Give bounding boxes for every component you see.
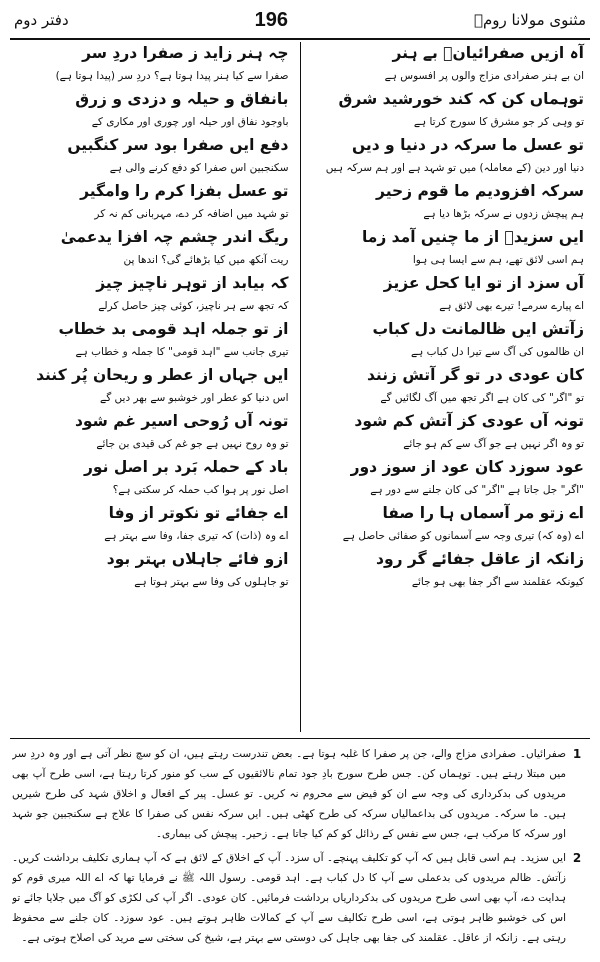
- verse-translation: ہم اسی لائق تھے، ہم سے ایسا ہی ہوا: [412, 254, 584, 266]
- footnote-rule: [10, 738, 590, 739]
- footnote-text: صفرائیاں۔ صفرادی مزاج والے، جن پر صفرا کا غلبہ ہوتا ہے۔ بعض تندرست رہتے ہیں، ان کو سچ نظر آتی ہے اور وہ دردِ سر میں مبتلا رہتے ہیں۔ توہماں کن۔ جس طرح سورج بادِ جود تمام نالائقیوں کے سب کو منور کرتا رہتا ہے، اسی طرح آپ بھی مریدوں کی بدکرداری کی وجہ سے ان کو فیض سے محروم نہ کریں۔ تو عسل۔ پیر کے افعال و اخلاق شہد کی طرح شیریں ہیں۔ ما سرکہ۔ مریدوں کی بداعمالیاں سرکہ کی طرح کھٹی ہیں۔ ایں سرکہ نفس کی صفرا کا علاج ہے سکنجبین جو شہد اور سرکہ کا مرکب ہے، جس سے نفس کے رذائل کو کم کیا جاتا ہے۔ زحیر۔ پیچش کی بیماری۔: [12, 748, 566, 840]
- verse-line: باد کے حملہ بَرد بر اصل نور: [83, 458, 289, 476]
- couplet: [10, 364, 295, 410]
- couplet: [306, 318, 591, 364]
- verse-line: تو عسل بفزا کرم را وامگیر: [80, 182, 289, 200]
- verse-translation: اے وہ (ذات) کہ تیری جفا، وفا سے بہتر ہے: [104, 530, 289, 542]
- verse-line: ازو فائے جاہلاں بہتر بود: [106, 550, 289, 568]
- couplet: [306, 134, 591, 180]
- verse-translation: تو شہد میں اضافہ کر دے، مہربانی کم نہ کر: [94, 208, 289, 220]
- verse-line: تو عسل ما سرکہ در دنیا و دیں: [351, 136, 584, 154]
- verse-translation: سکنجبین اس صفرا کو دفع کرنے والی ہے: [109, 162, 289, 174]
- column-divider: [300, 42, 301, 732]
- verse-line: زآتش ایں ظالمانت دل کباب: [372, 320, 584, 338]
- verse-line: دفع ایں صفرا بود سر کنگبیں: [67, 136, 289, 154]
- page-number: 196: [254, 8, 289, 31]
- verse-translation: دنیا اور دین (کے معاملہ) میں تو شہد ہے اور ہم سرکہ ہیں: [325, 162, 584, 174]
- verse-line: بانفاق و حیلہ و دزدی و زرق: [75, 90, 289, 108]
- verse-translation: اس دنیا کو عطر اور خوشبو سے بھر دیں گے: [100, 392, 289, 404]
- verse-columns: [10, 42, 590, 732]
- verse-translation: تو وہ اگر نہیں ہے جو آگ سے کم ہو جائے: [403, 438, 584, 450]
- verse-translation: اے (وہ کہ) تیری وجہ سے آسمانوں کو صفائی حاصل ہے: [342, 530, 584, 542]
- footnote-text: ایں سزید۔ ہم اسی قابل ہیں کہ آپ کو تکلیف پہنچے۔ آں سزد۔ آپ کے اخلاق کے لائق ہے کہ آپ ہماری تکلیف برداشت کریں۔ زآتش۔ ظالم مریدوں کی بدعملی سے آپ کا دل کباب ہے۔ اہد قومی۔ رسول اللہ ﷺ نے فرمایا تھا کہ اے اللہ میری قوم کو ہدایت دے، آپ بھی اسی طرح مریدوں کی بدکرداریاں برداشت فرمائیں۔ کان عودی۔ اگر آپ کی لکڑی کو آگ میں جلایا جائے تو اس کی خوشبو ظاہر ہوتی ہے، اسی طرح تکالیف سے آپ کے کمالات ظاہر ہوتے ہیں۔ عود سوزد۔ کان جلنے سے محفوظ رہتی ہے۔ زانکہ از عاقل۔ عقلمند کی جفا بھی جاہل کی دوستی سے بہتر ہے، شیخ کی سختی سے مرید کی اصلاح ہوتی ہے۔: [12, 852, 566, 944]
- verse-line: عود سوزد کان عود از سوز دور: [350, 458, 584, 476]
- page-header: [14, 6, 586, 34]
- verse-line: سرکہ افزودیم ما قوم زحیر: [376, 182, 584, 200]
- verse-translation: تو وہی کر جو مشرق کا سورج کرتا ہے: [413, 116, 584, 128]
- footnotes: [12, 744, 588, 956]
- verse-translation: تو وہ روح نہیں ہے جو غم کی قیدی بن جائے: [96, 438, 289, 450]
- verse-translation: صفرا سے کیا ہنر پیدا ہوتا ہے؟ دردِ سر (پیدا ہوتا ہے): [55, 70, 289, 82]
- verse-translation: ریت آنکھ میں کیا بڑھائے گی؟ اندھا پن: [123, 254, 289, 266]
- couplet: [10, 42, 295, 88]
- verse-line: اے جفائے تو نکوتر از وفا: [108, 504, 289, 522]
- couplet: [306, 88, 591, 134]
- couplet: [306, 456, 591, 502]
- couplet: [306, 364, 591, 410]
- header-rule: [10, 38, 590, 40]
- book-title: مثنوی مولانا رومؒ: [474, 11, 586, 29]
- couplet: [10, 548, 295, 594]
- verse-translation: باوجود نفاق اور حیلہ اور چوری اور مکاری کے: [91, 116, 289, 128]
- couplet: [10, 272, 295, 318]
- verse-line: کان عودی در تو گر آتش زنند: [366, 366, 584, 384]
- verse-translation: اے پیارے سرمے! تیرے بھی لائق ہے: [439, 300, 584, 312]
- couplet: [10, 318, 295, 364]
- verse-translation: "اگر" جل جاتا ہے "اگر" کی کان جلنے سے دور ہے: [370, 484, 584, 496]
- verse-line: آہ ازیں صفرائیانؔ بے ہنر: [392, 44, 584, 62]
- verse-line: اے زتو مر آسماں ہا را صفا: [382, 504, 584, 522]
- couplet: [306, 502, 591, 548]
- couplet: [306, 548, 591, 594]
- verse-line: تونہ آں رُوحی اسیر غم شود: [74, 412, 289, 430]
- verse-line: کہ بیابد از توہر ناچیز چیز: [96, 274, 289, 292]
- couplet: [10, 134, 295, 180]
- verse-translation: اصل نور پر ہوا کب حملہ کر سکتی ہے؟: [112, 484, 289, 496]
- couplet: [10, 180, 295, 226]
- couplet: [306, 180, 591, 226]
- verse-translation: تیری جانب سے "اہد قومی" کا جملہ و خطاب ہے: [75, 346, 289, 358]
- verse-translation: ان ظالموں کی آگ سے تیرا دل کباب ہے: [411, 346, 584, 358]
- couplet: [306, 42, 591, 88]
- left-column: [10, 42, 295, 732]
- footnote-marker: 1: [572, 747, 582, 761]
- right-column: [306, 42, 591, 732]
- verse-translation: ہم پیچش زدوں نے سرکہ بڑھا دیا ہے: [423, 208, 584, 220]
- verse-translation: کہ تجھ سے ہر ناچیز، کوئی چیز حاصل کرلے: [98, 300, 289, 312]
- couplet: [10, 88, 295, 134]
- verse-line: از تو جملہ اہد قومی بد خطاب: [58, 320, 289, 338]
- verse-translation: کیونکہ عقلمند سے اگر جفا بھی ہو جائے: [411, 576, 584, 588]
- verse-line: ایں سزیدؔ از ما چنیں آمد زما: [361, 228, 584, 246]
- verse-line: ریگ اندر چشم چہ افزا یدعمیٰ: [60, 228, 289, 246]
- verse-translation: ان بے ہنر صفرادی مزاج والوں پر افسوس ہے: [384, 70, 584, 82]
- verse-line: آں سزد از تو ایا کحل عزیز: [383, 274, 584, 292]
- couplet: [306, 226, 591, 272]
- verse-line: ایں جہاں از عطر و ریحان پُر کنند: [36, 366, 289, 384]
- verse-line: تونہ آں عودی کز آتش کم شود: [354, 412, 584, 430]
- footnote: [12, 848, 588, 948]
- couplet: [306, 272, 591, 318]
- verse-line: توہماں کن کہ کند خورشید شرق: [338, 90, 584, 108]
- couplet: [10, 226, 295, 272]
- volume-label: دفتر دوم: [14, 11, 69, 29]
- couplet: [10, 410, 295, 456]
- verse-translation: تو جاہلوں کی وفا سے بہتر ہوتا ہے: [134, 576, 289, 588]
- verse-line: چہ ہنر زاید ز صفرا دردِ سر: [82, 44, 289, 62]
- footnote-marker: 2: [572, 851, 582, 865]
- verse-line: زانکہ از عاقل جفائے گر رود: [376, 550, 584, 568]
- verse-translation: تو "اگر" کی کان ہے اگر تجھ میں آگ لگائیں گے: [380, 392, 584, 404]
- couplet: [10, 502, 295, 548]
- footnote: [12, 744, 588, 844]
- couplet: [306, 410, 591, 456]
- couplet: [10, 456, 295, 502]
